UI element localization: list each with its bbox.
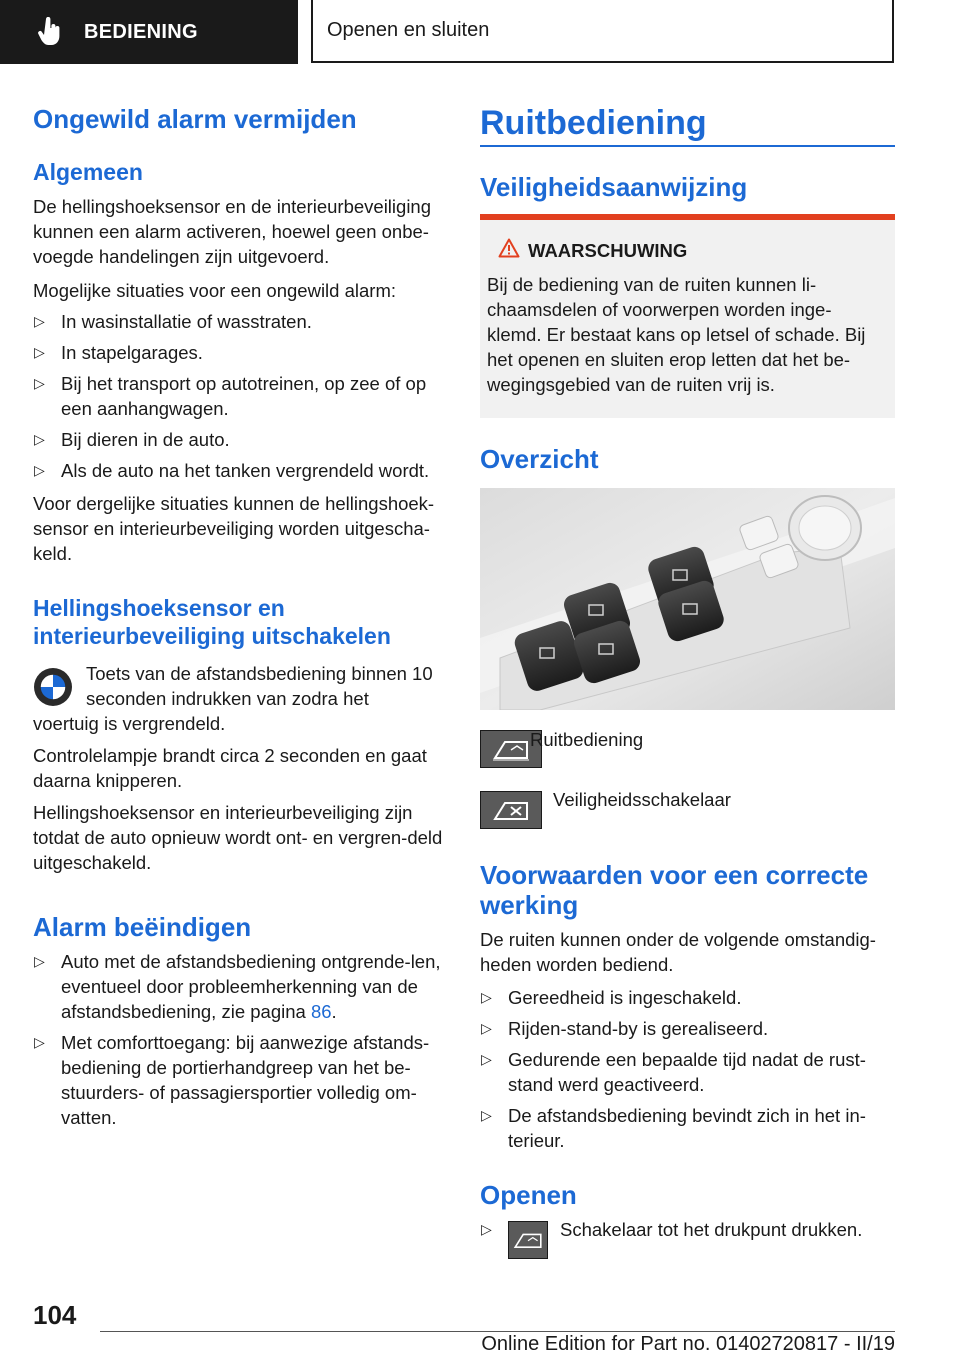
paragraph-situaties: Mogelijke situaties voor een ongewild alarm: — [33, 280, 396, 301]
list-item: ▷ In stapelgarages. — [34, 342, 203, 363]
section-label: BEDIENING — [84, 20, 198, 43]
list-item: ▷ Gedurende een bepaalde tijd nadat de rust-stand werd geactiveerd. — [481, 1049, 866, 1095]
heading-ongewild-alarm: Ongewild alarm vermijden — [33, 104, 357, 134]
paragraph-toets: Toets van de afstandsbediening binnen 10 seconden indrukken van zodra het — [86, 663, 433, 709]
bullet-triangle-icon: ▷ — [481, 1020, 492, 1036]
bullet-triangle-icon: ▷ — [34, 431, 45, 447]
list-item: ▷ Bij dieren in de auto. — [34, 429, 230, 450]
list-item: ▷ Rijden-stand-by is gerealiseerd. — [481, 1018, 769, 1039]
list-situaties — [33, 309, 447, 489]
footer-rule — [100, 1331, 895, 1332]
heading-algemeen: Algemeen — [33, 159, 143, 185]
window-switch-icon — [508, 1221, 548, 1259]
safety-switch-icon — [480, 791, 542, 829]
bullet-triangle-icon: ▷ — [34, 344, 45, 360]
paragraph-intro: De hellingshoeksensor en de interieurbeveiliging kunnen een alarm activeren, hoewel geen onbe-voegde handelingen zijn uitgevoerd. — [33, 196, 432, 267]
bullet-triangle-icon: ▷ — [481, 989, 492, 1005]
page-number: 104 — [33, 1300, 77, 1330]
legend-ruitbediening: Ruitbediening — [530, 729, 644, 750]
list-item: ▷ Bij het transport op autotreinen, op zee of op een aanhangwagen. — [34, 373, 427, 419]
list-item: ▷ In wasinstallatie of wasstraten. — [34, 311, 312, 332]
paragraph-voorwaarden: De ruiten kunnen onder de volgende omstandig-heden worden bediend. — [480, 929, 876, 975]
heading-ruitbediening: Ruitbediening — [480, 104, 707, 142]
list-item: ▷ Als de auto na het tanken vergrendeld wordt. — [34, 460, 430, 481]
openen-instruction: Schakelaar tot het drukpunt drukken. — [560, 1219, 863, 1240]
bullet-triangle-icon: ▷ — [481, 1051, 492, 1067]
bullet-triangle-icon: ▷ — [34, 375, 45, 391]
window-switches-photo — [480, 488, 895, 710]
bullet-triangle-icon: ▷ — [34, 313, 45, 329]
paragraph-toets-cont: voertuig is vergrendeld. — [33, 713, 226, 734]
list-beeindigen — [33, 949, 447, 1136]
bmw-key-icon — [33, 667, 73, 707]
bullet-triangle-icon: ▷ — [481, 1107, 492, 1123]
list-item: ▷ Gereedheid is ingeschakeld. — [481, 987, 742, 1008]
paragraph-controlelampje: Controlelampje brandt circa 2 seconden en gaat daarna knipperen. — [33, 745, 427, 791]
list-voorwaarden — [480, 985, 895, 1159]
bullet-triangle-icon: ▷ — [34, 462, 45, 478]
warning-body: Bij de bediening van de ruiten kunnen li-chaamsdelen of voorwerpen worden inge-klemd. Er bestaat kans op letsel of schade. Bij het openen en sluiten erop letten dat het be-wegingsgebied van de ruiten vrij is. — [487, 274, 866, 395]
section-tab — [0, 0, 298, 64]
heading-alarm-beeindigen: Alarm beëindigen — [33, 912, 252, 942]
heading-overzicht: Overzicht — [480, 444, 599, 474]
heading-veiligheidsaanwijzing: Veiligheidsaanwijzing — [480, 172, 748, 202]
list-item: ▷ De afstandsbediening bevindt zich in het in-terieur. — [481, 1105, 866, 1151]
warning-title: WAARSCHUWING — [528, 240, 688, 261]
warning-box — [480, 214, 895, 418]
list-item: ▷ Auto met de afstandsbediening ontgrende-len, eventueel door probleemherkenning van de afstandsbediening, zie pagina 86. — [34, 951, 441, 1022]
paragraph-uitgeschakeld: Hellingshoeksensor en interieurbeveiliging zijn totdat de auto opnieuw wordt ont- en vergren-deld uitgeschakeld. — [33, 802, 443, 873]
bullet-triangle-icon: ▷ — [481, 1221, 492, 1237]
heading-voorwaarden: Voorwaarden voor een correcte werking — [480, 860, 869, 920]
bullet-triangle-icon: ▷ — [34, 953, 45, 969]
page-reference-link[interactable]: 86 — [310, 1001, 332, 1022]
heading-uitschakelen: Hellingshoeksensor en interieurbeveiliging uitschakelen — [33, 595, 391, 649]
bullet-triangle-icon: ▷ — [34, 1034, 45, 1050]
footer-edition: Online Edition for Part no. 01402720817 - II/19 — [481, 1333, 895, 1355]
warning-bar — [480, 214, 895, 220]
heading-openen: Openen — [480, 1180, 577, 1210]
legend-veiligheidsschakelaar: Veiligheidsschakelaar — [553, 789, 731, 810]
warning-triangle-icon — [498, 238, 520, 263]
heading-rule — [480, 145, 895, 147]
hand-pointer-icon — [38, 17, 64, 47]
chapter-title: Openen en sluiten — [311, 0, 894, 63]
list-item: ▷ Met comforttoegang: bij aanwezige afstands-bediening de portierhandgreep van het be-stuurders- of passagiersportier volledig om-vatten. — [34, 1032, 430, 1128]
paragraph-dergelijke: Voor dergelijke situaties kunnen de hellingshoek-sensor en interieurbeveiliging worden uitgescha-keld. — [33, 493, 435, 564]
